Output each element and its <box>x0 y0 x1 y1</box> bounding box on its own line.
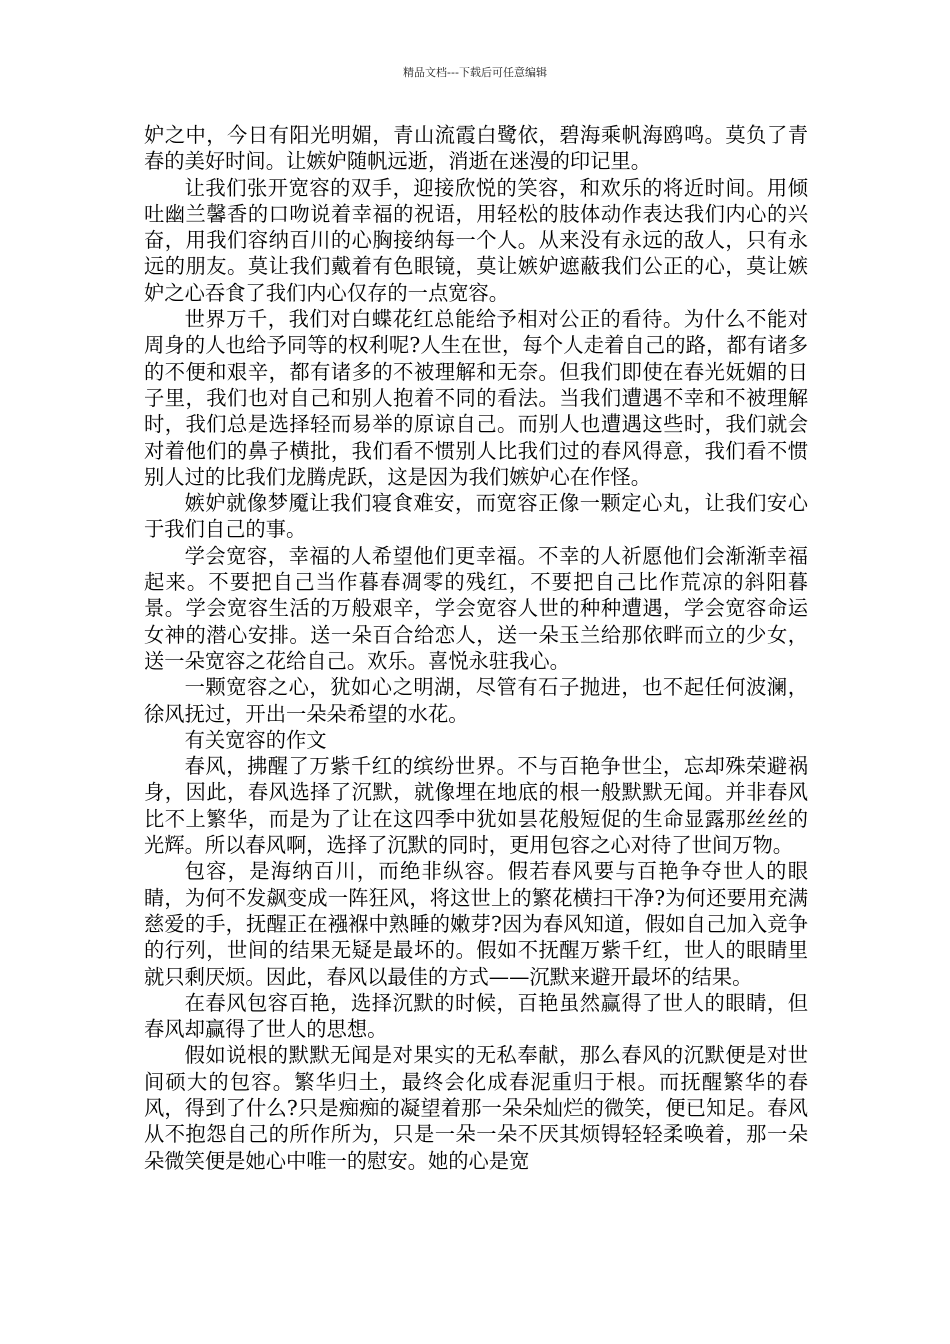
paragraph-6: 一颗宽容之心，犹如心之明湖，尽管有石子抛进，也不起任何波澜，徐风抚过，开出一朵朵希望的水花。 <box>144 675 808 726</box>
paragraph-1: 妒之中，今日有阳光明媚，青山流霞白鹭依，碧海乘帆海鸥鸣。莫负了青春的美好时间。让嫉妒随帆远逝，消逝在迷漫的印记里。 <box>144 123 808 174</box>
paragraph-10: 假如说根的默默无闻是对果实的无私奉献，那么春风的沉默便是对世间硕大的包容。繁华归土，最终会化成春泥重归于根。而抚醒繁华的春风，得到了什么?只是痴痴的凝望着那一朵朵灿烂的微笑，便已知足。春风从不抱怨自己的所作所为，只是一朵一朵不厌其烦锝轻轻柔唤着，那一朵朵微笑便是她心中唯一的慰安。她的心是宽 <box>144 1043 808 1173</box>
section-title: 有关宽容的作文 <box>184 727 327 752</box>
paragraph-9: 在春风包容百艳，选择沉默的时候，百艳虽然赢得了世人的眼睛，但春风却赢得了世人的思想。 <box>144 990 808 1042</box>
document-body <box>144 122 808 1174</box>
paragraph-3: 世界万千，我们对白蝶花红总能给予相对公正的看待。为什么不能对周身的人也给予同等的权利呢?人生在世，每个人走着自己的路，都有诸多的不便和艰辛，都有诸多的不被理解和无奈。但我们即使在春光妩媚的日子里，我们也对自己和别人抱着不同的看法。当我们遭遇不幸和不被理解时，我们总是选择轻而易举的原谅自己。而别人也遭遇这些时，我们就会对着他们的鼻子横批，我们看不惯别人比我们过的春风得意，我们看不惯别人过的比我们龙腾虎跃，这是因为我们嫉妒心在作怪。 <box>144 307 808 489</box>
paragraph-5: 学会宽容，幸福的人希望他们更幸福。不幸的人祈愿他们会渐渐幸福起来。不要把自己当作暮春凋零的残红，不要把自己比作荒凉的斜阳暮景。学会宽容生活的万般艰辛，学会宽容人世的种种遭遇，学会宽容命运女神的潜心安排。送一朵百合给恋人，送一朵玉兰给那依畔而立的少女，送一朵宽容之花给自己。欢乐。喜悦永驻我心。 <box>144 543 808 673</box>
paragraph-7: 春风，拂醒了万紫千红的缤纷世界。不与百艳争世尘，忘却殊荣避祸身，因此，春风选择了沉默，就像埋在地底的根一般默默无闻。并非春风比不上繁华，而是为了让在这四季中犹如昙花般短促的生命显露那丝丝的光辉。所以春风啊，选择了沉默的同时，更用包容之心对待了世间万物。 <box>144 754 808 858</box>
paragraph-2: 让我们张开宽容的双手，迎接欣悦的笑容，和欢乐的将近时间。用倾吐幽兰馨香的口吻说着幸福的祝语，用轻松的肢体动作表达我们内心的兴奋，用我们容纳百川的心胸接纳每一个人。从来没有永远的敌人，只有永远的朋友。莫让我们戴着有色眼镜，莫让嫉妒遮蔽我们公正的心，莫让嫉妒之心吞食了我们内心仅存的一点宽容。 <box>144 175 808 305</box>
paragraph-4: 嫉妒就像梦魇让我们寝食难安，而宽容正像一颗定心丸，让我们安心于我们自己的事。 <box>144 491 808 542</box>
paragraph-8: 包容，是海纳百川，而绝非纵容。假若春风要与百艳争夺世人的眼睛，为何不发飙变成一阵狂风，将这世上的繁花横扫干净?为何还要用充满慈爱的手，抚醒正在襁褓中熟睡的嫩芽?因为春风知道，假如自己加入竞争的行列，世间的结果无疑是最坏的。假如不抚醒万紫千红，世人的眼睛里就只剩厌烦。因此，春风以最佳的方式——沉默来避开最坏的结果。 <box>144 859 808 989</box>
page-header: 精品文档---下载后可任意编辑 <box>403 66 547 79</box>
